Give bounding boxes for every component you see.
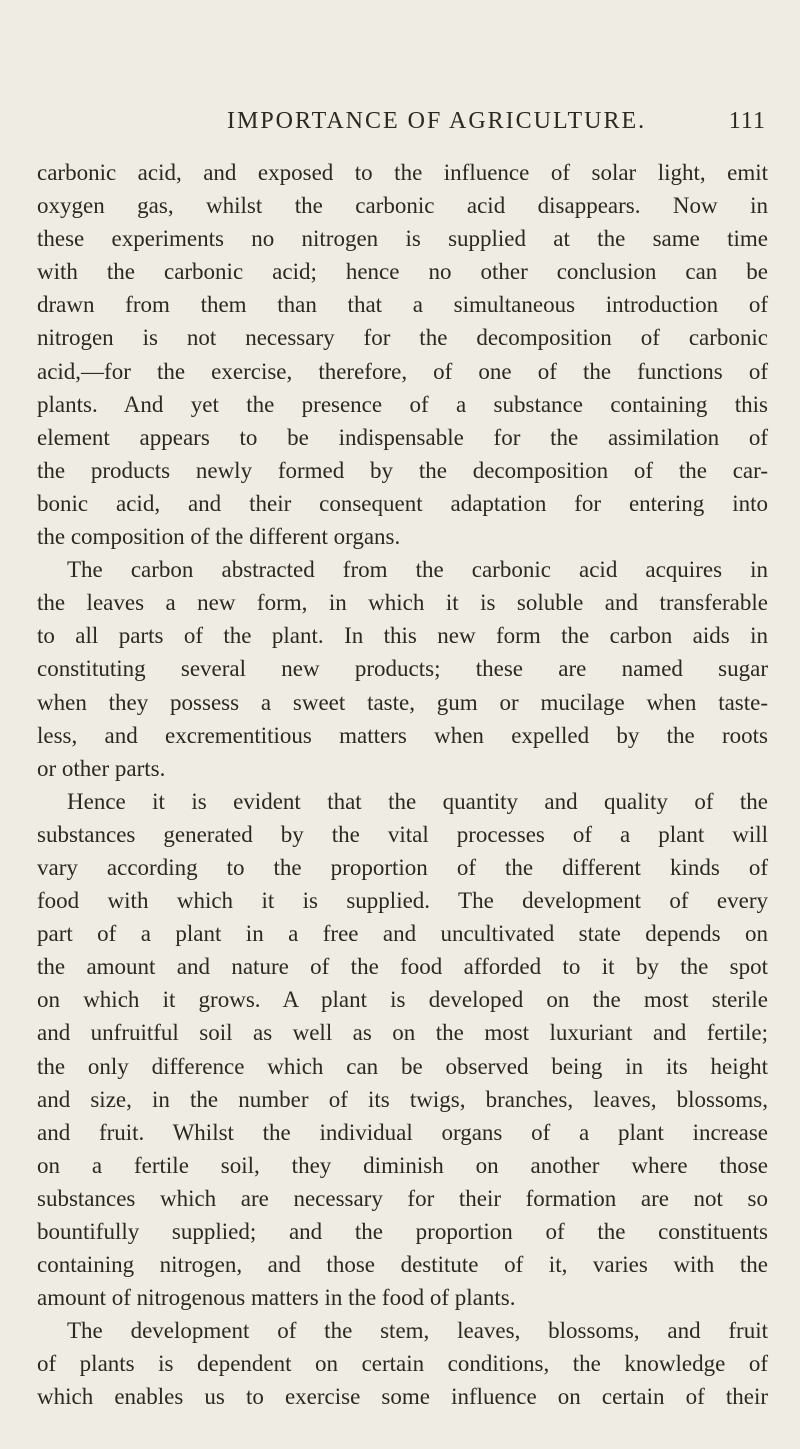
text-line: containing nitrogen, and those destitute of it, varies with the [37, 1252, 768, 1278]
text-line: the composition of the different organs. [37, 524, 401, 550]
text-line: when they possess a sweet taste, gum or mucilage when taste- [37, 689, 768, 715]
page-number: 111 [728, 108, 766, 134]
text-line: bountifully supplied; and the proportion of the constituents [37, 1219, 768, 1244]
text-line: plants. And yet the presence of a substance containing this [37, 391, 768, 417]
text-line: to all parts of the plant. In this new form the carbon aids in [37, 623, 768, 649]
text-line: substances which are necessary for their formation are not so [37, 1185, 768, 1211]
text-line: the leaves a new form, in which it is soluble and transferable [37, 590, 768, 616]
text-line: drawn from them than that a simultaneous introduction of [37, 292, 768, 318]
text-line: constituting several new products; these are named sugar [37, 656, 768, 682]
text-line: element appears to be indispensable for the assimilation of [37, 424, 768, 450]
text-line: carbonic acid, and exposed to the influence of solar light, emit [37, 160, 768, 185]
text-line: amount of nitrogenous matters in the food of plants. [37, 1285, 516, 1311]
text-line: with the carbonic acid; hence no other conclusion can be [37, 259, 768, 285]
text-line: on a fertile soil, they diminish on another where those [37, 1152, 768, 1178]
text-line: the only difference which can be observed being in its height [37, 1053, 768, 1079]
text-line: the amount and nature of the food afforded to it by the spot [37, 954, 768, 980]
text-line: oxygen gas, whilst the carbonic acid disappears. Now in [37, 193, 768, 219]
text-line: of plants is dependent on certain conditions, the knowledge of [37, 1351, 768, 1377]
text-line: substances generated by the vital processes of a plant will [37, 821, 768, 847]
text-line: The development of the stem, leaves, blossoms, and fruit [67, 1318, 768, 1344]
text-line: which enables us to exercise some influence on certain of their [37, 1384, 768, 1410]
running-head [0, 108, 800, 148]
text-line: The carbon abstracted from the carbonic acid acquires in [67, 557, 768, 583]
text-line: these experiments no nitrogen is supplied at the same time [37, 226, 768, 252]
text-line: on which it grows. A plant is developed on the most sterile [37, 987, 768, 1013]
text-line: nitrogen is not necessary for the decomposition of carbonic [37, 325, 768, 351]
text-line: or other parts. [37, 755, 166, 781]
text-line: acid,—for the exercise, therefore, of one of the functions of [37, 358, 768, 384]
text-line: food with which it is supplied. The development of every [37, 888, 768, 914]
text-line: vary according to the proportion of the different kinds of [37, 854, 768, 880]
text-line: Hence it is evident that the quantity and quality of the [67, 788, 768, 814]
text-line: part of a plant in a free and uncultivated state depends on [37, 921, 768, 947]
text-line: and fruit. Whilst the individual organs of a plant increase [37, 1119, 768, 1145]
text-line: the products newly formed by the decomposition of the car- [37, 457, 768, 483]
text-line: bonic acid, and their consequent adaptation for entering into [37, 490, 768, 516]
body-text [37, 156, 768, 1414]
running-title: IMPORTANCE OF AGRICULTURE. [227, 108, 647, 134]
text-line: and size, in the number of its twigs, branches, leaves, blossoms, [37, 1086, 768, 1112]
text-line: and unfruitful soil as well as on the most luxuriant and fertile; [37, 1020, 768, 1046]
text-line: less, and excrementitious matters when expelled by the roots [37, 722, 768, 748]
